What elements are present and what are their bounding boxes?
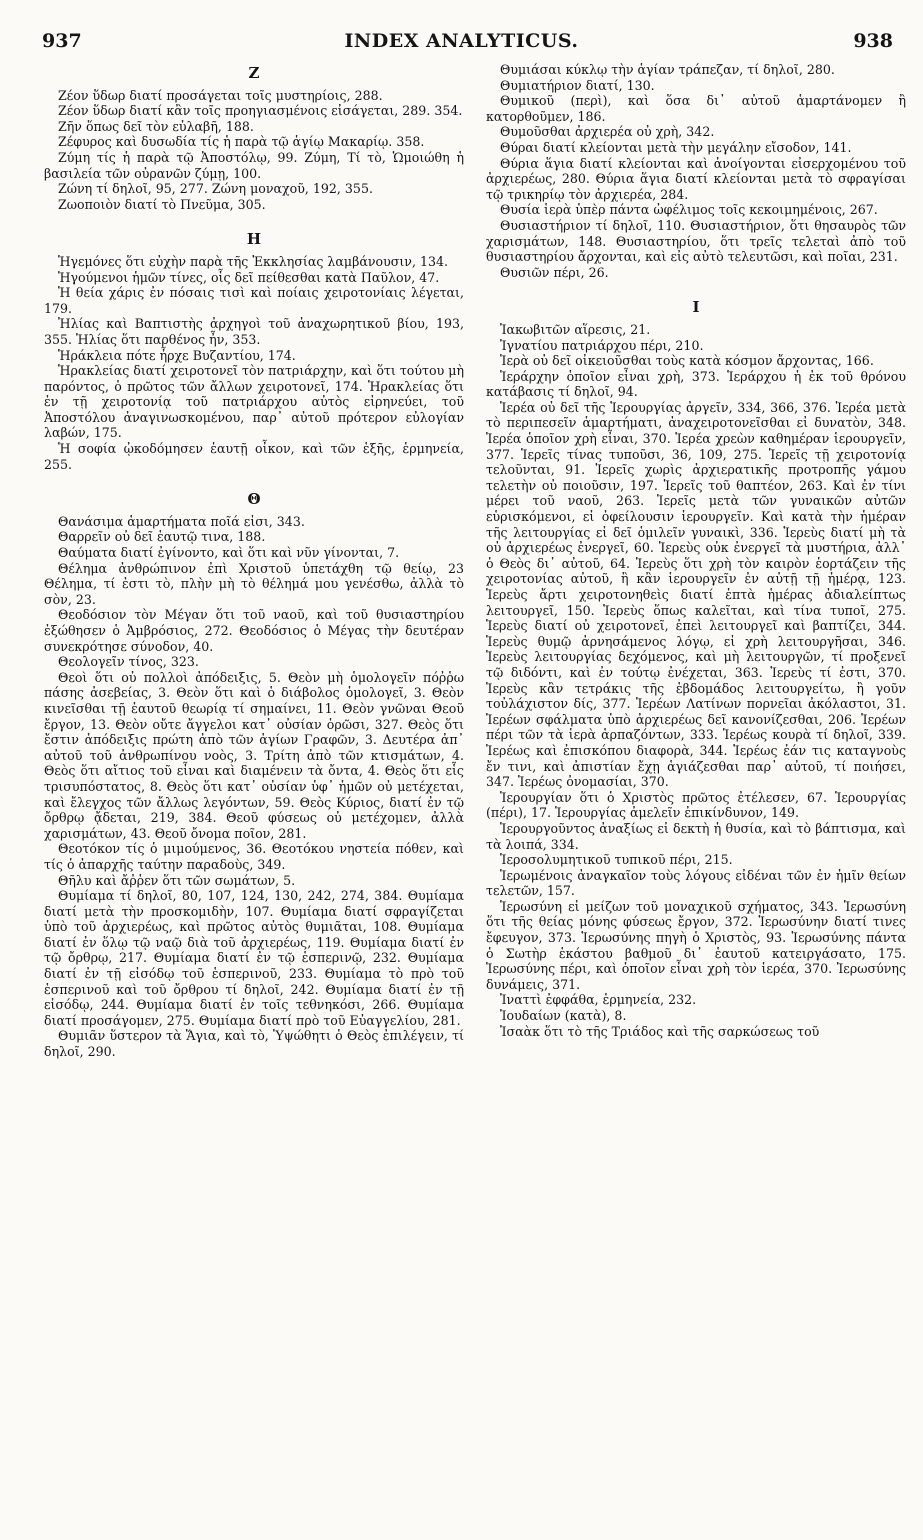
index-entry: Ἡρακλείας διατί χειροτονεῖ τὸν πατριάρχην, καὶ ὅτι τούτου μὴ παρόντος, ὁ πρῶτος τῶν ἄλλων χειροτονεῖ, 174. Ἡρακλείας ὅτι ἐν τῇ χειροτονίᾳ τοῦ πατριάρχου αὐτὸς εἰρηνεύει, τοῦ Ἀποστόλου ἀναγινωσκομένου, παρ᾽ αὐτοῦ πρότερον εὐλογίαν λαβών, 175. [44,363,464,441]
index-entry: Ἡ θεία χάρις ἐν πόσαις τισὶ καὶ ποίαις χειροτονίαις λέγεται, 179. [44,285,464,316]
section-letter-theta: Θ [247,490,261,509]
index-entry: Θεοτόκον τίς ὁ μιμούμενος, 36. Θεοτόκου νηστεία πόθεν, καὶ τίς ὁ ἀπαρχῆς ταύτην παραδοὺς, 349. [44,841,464,872]
left-column [44,62,464,1532]
page-header [0,30,923,56]
index-entry: Ἱεροσολυμητικοῦ τυπικοῦ πέρι, 215. [500,852,733,868]
index-entry: Ἡγεμόνες ὅτι εὐχὴν παρὰ τῆς Ἐκκλησίας λαμβάνουσιν, 134. [58,253,449,269]
index-entry: Θυμιατήριον διατί, 130. [500,77,655,93]
index-entry: Θῆλυ καὶ ἄῤῥεν ὅτι τῶν σωμάτων, 5. [58,872,296,888]
index-entry: Ζώνη τί δηλοῖ, 95, 277. Ζώνη μοναχοῦ, 192, 355. [58,181,373,197]
index-entry: Θυμοῦσθαι ἀρχιερέα οὐ χρὴ, 342. [500,124,715,140]
index-entry: Θεοδόσιον τὸν Μέγαν ὅτι τοῦ ναοῦ, καὶ τοῦ θυσιαστηρίου ἐξώθησεν ὁ Ἀμβρόσιος, 272. Θεοδόσιος ὁ Μέγας τὴν δευτέραν συνεκρότησε σύνοδον, 40. [44,607,464,654]
index-entry: Θύραι διατί κλείονται μετὰ τὴν μεγάλην εἴσοδον, 141. [500,139,852,155]
index-entry: Ἱερωμένοις ἀναγκαῖον τοὺς λόγους εἰδέναι τῶν ἐν ἡμῖν θείων τελετῶν, 157. [486,867,906,899]
index-entry: Θέλημα ἀνθρώπινον ἐπὶ Χριστοῦ ὑπετάχθη τῷ θείῳ, 23 Θέλημα, τί ἐστι τὸ, πλὴν μὴ τὸ θέλημά μου γενέσθω, ἀλλὰ τὸ σὸν, 23. [44,560,464,607]
running-title: INDEX ANALYTICUS. [344,30,579,52]
index-entry: Ἱεράρχην ὁποῖον εἶναι χρὴ, 373. Ἱεράρχου ἡ ἐκ τοῦ θρόνου κατάβασις τί δηλοῖ, 94. [486,368,906,400]
page-number-left: 937 [42,30,82,52]
index-entry: Ἱερουργίαν ὅτι ὁ Χριστὸς πρῶτος ἐτέλεσεν, 67. Ἱερουργίας (πέρι), 17. Ἱερουργίας ἀμελεῖν ἐπικίνδυνον, 149. [486,789,906,821]
index-entry: Θαύματα διατί ἐγίνοντο, καὶ ὅτι καὶ νῦν γίνονται, 7. [58,545,400,561]
index-entry: Θυμιάσαι κύκλῳ τὴν ἁγίαν τράπεζαν, τί δηλοῖ, 280. [500,62,835,77]
index-entry: Ἰγνατίου πατριάρχου πέρι, 210. [500,337,704,353]
index-entry: Θύρια ἅγια διατί κλείονται καὶ ἀνοίγονται εἰσερχομένου τοῦ ἀρχιερέως, 280. Θύρια ἅγια διατί κλείονται μετὰ τὸ σφραγίσαι τῷ τρικηρίῳ τὸν ἀρχιερέα, 284. [486,155,906,202]
index-entry: Ἡράκλεια πότε ἦρχε Βυζαντίου, 174. [58,347,296,363]
index-entry: Ἡγούμενοι ἡμῶν τίνες, οἷς δεῖ πείθεσθαι κατὰ Παῦλον, 47. [58,269,440,285]
index-entry: Ἡ σοφία ᾠκοδόμησεν ἑαυτῇ οἶκον, καὶ τῶν ἑξῆς, ἑρμηνεία, 255. [44,441,464,472]
index-entry: Ζέον ὕδωρ διατί προσάγεται τοῖς μυστηρίοις, 288. [58,87,383,103]
index-entry: Ἱερέα οὐ δεῖ τῆς Ἱερουργίας ἀργεῖν, 334, 366, 376. Ἱερέα μετὰ τὸ περιπεσεῖν ἁμαρτήματι, ἀναχειροτονεῖσθαι εἰ δυνατὸν, 348. Ἱερέα ὁποῖον χρὴ εἶναι, 370. Ἱερέα χρεὼν καθημέραν ἱερουργεῖν, 377. Ἱερεῖς τίνας τυποῦσι, 36, 109, 275. Ἱερεῖς τῇ χειροτονίᾳ τελοῦνται, 91. Ἱερεῖς χωρὶς ἀρχιερατικῆς προτροπῆς γάμου τελετὴν οὐ ποιοῦσιν, 197. Ἱερεῖς τοῦ θαπτέον, 263. Καὶ ἐν τίνι μέρει τοῦ ναοῦ, 263. Ἱερεῖς μετὰ τῶν γυναικῶν αὐτῶν εὑρισκόμενοι, εἰ ὀφείλουσιν ἱερουργεῖν. Καὶ κατὰ τὴν ἡμέραν τῆς λειτουργίας εἰ δεῖ ὁμιλεῖν γυναικὶ, 336. Ἱερεὺς διατί μὴ τὰ οὐ ἀρχιερέως ἐνεργεῖ, 60. Ἱερεὺς οὐκ ἐνεργεῖ τὰ μυστήρια, ἀλλ᾽ ὁ Θεὸς δι᾽ αὐτοῦ, 64. Ἱερεὺς ὅτι χρὴ τὸν καιρὸν ἑορτάζειν τῆς χειροτονίας αὐτοῦ, ἢ κἂν ἱερουργεῖν ἐν αὐτῇ τῇ ἡμέρᾳ, 123. Ἱερεὺς ἄρτι χειροτονηθεὶς διατί ἑπτὰ ἡμέρας ἀδιαλείπτως λειτουργεῖ, 150. Ἱερεὺς ὅπως καλεῖται, καὶ τίνα τυποῖ, 275. Ἱερεὺς διατί οὐ χειροτονεῖ, ἐπεὶ λειτουργεῖ καὶ βαπτίζει, 344. Ἱερεὺς θυμῷ ἀρνησάμενος λόγῳ, εἰ χρὴ λειτουργῆσαι, 346. Ἱερεὺς λειτουργίας δεχόμενος, καὶ μὴ λειτουργῶν, τί προξενεῖ τῷ διδόντι, καὶ ἐν τούτῳ ἐνέχεται, 363. Ἱερεὺς τί ἐστι, 370. Ἱερεὺς κἂν τετράκις τῆς ἑβδομάδος λειτουργείτω, ἢ γοῦν τοὐλάχιστον δίς, 377. Ἱερέων Λατίνων πορνεῖαι ἀκόλαστοι, 31. Ἱερέων σφάλματα ὑπὸ ἀρχιερέως δεῖ κανονίζεσθαι, 206. Ἱερέων πέρι τῶν τὰ ἱερὰ ἁρπαζόντων, 333. Ἱερέως κουρὰ τί δηλοῖ, 339. Ἱερέως καὶ ἐπισκόπου διαφορὰ, 344. Ἱερέως ἐάν τις καταγνοὺς ἔν τινι, καὶ ἀπιστίαν ἔχῃ ἁγιάζεσθαι παρ᾽ αὐτοῦ, τί ποιήσει, 347. Ἱερέως ὀνομασίαι, 370. [486,399,906,790]
index-entry: Θαρρεῖν οὐ δεῖ ἑαυτῷ τινα, 188. [58,529,266,545]
index-entry: Ἠλίας καὶ Βαπτιστὴς ἀρχηγοὶ τοῦ ἀναχωρητικοῦ βίου, 193, 355. Ἠλίας ὅτι παρθένος ἦν, 353. [44,316,464,347]
index-entry: Ζῆν ὅπως δεῖ τὸν εὐλαβῆ, 188. [58,118,254,134]
index-entry: Ζέον ὕδωρ διατί κἂν τοῖς προηγιασμένοις εἰσάγεται, 289. 354. [58,103,463,119]
section-letter-z: Ζ [248,64,260,82]
index-entry: Ζύμη τίς ἡ παρὰ τῷ Ἀποστόλῳ, 99. Ζύμη, Τί τὸ, Ὡμοιώθη ἡ βασιλεία τῶν οὐρανῶν ζύμῃ, 100. [44,149,464,181]
index-entry: Ἰσαὰκ ὅτι τὸ τῆς Τριάδος καὶ τῆς σαρκώσεως τοῦ [500,1023,820,1039]
index-entry: Θυσιαστήριον τί δηλοῖ, 110. Θυσιαστήριον, ὅτι θησαυρὸς τῶν χαρισμάτων, 148. Θυσιαστηρίου, ὅτι τρεῖς τελεταὶ ἀπὸ τοῦ θυσιαστηρίου ἄρχονται, καὶ εἰς αὐτὸ τελευτῶσι, καὶ ποῖαι, 231. [486,217,906,265]
index-entry: Ἱερωσύνη εἰ μείζων τοῦ μοναχικοῦ σχήματος, 343. Ἱερωσύνη ὅτι τῆς θείας μόνης φύσεως ἔργον, 372. Ἱερωσύνην διατί τινες ἔφευγον, 373. Ἱερωσύνης πηγὴ ὁ Χριστὸς, 93. Ἱερωσύνης πάντα ὁ Σωτὴρ ἑκάστου βαθμοῦ δι᾽ ἑαυτοῦ κατειργάσατο, 175. Ἱερωσύνης πέρι, καὶ ὁποῖον εἶναι χρὴ τὸν ἱερέα, 370. Ἱερωσύνης δυνάμεις, 371. [486,898,906,992]
index-entry: Ἱερὰ οὐ δεῖ οἰκειοῦσθαι τοὺς κατὰ κόσμον ἄρχοντας, 166. [500,353,874,369]
index-entry: Ἰακωβιτῶν αἵρεσις, 21. [500,321,651,337]
index-entry: Θυμίαμα τί δηλοῖ, 80, 107, 124, 130, 242, 274, 384. Θυμίαμα διατί μετὰ τὴν προσκομιδὴν, 107. Θυμίαμα διατί σφραγίζεται ὑπὸ τοῦ ἀρχιερέως, καὶ πρῶτος αὐτὸς θυμιᾶται, 108. Θυμίαμα διατί ἐν ὅλῳ τῷ ναῷ διὰ τοῦ ἀρχιερέως, 119. Θυμίαμα διατί ἐν τῷ ὄρθρῳ, 217. Θυμίαμα διατί ἐν τῷ ἑσπερινῷ, 232. Θυμίαμα διατί ἐν τῇ εἰσόδῳ τοῦ ἑσπερινοῦ, 233. Θυμίαμα τὸ πρὸ τοῦ ἑσπερινοῦ καὶ τοῦ ὄρθρου τί δηλοῖ, 242. Θυμίαμα διατί ἐν τῇ εἰσόδῳ, 244. Θυμίαμα διατί ἐν τοῖς τεθνηκόσι, 266. Θυμίαμα διατί προσάγομεν, 275. Θυμίαμα διατί πρὸ τοῦ Εὐαγγελίου, 281. [44,888,464,1028]
index-entry: Ζωοποιὸν διατί τὸ Πνεῦμα, 305. [58,196,266,212]
index-entry: Θυσιῶν πέρι, 26. [500,264,609,280]
right-column [486,62,906,1532]
index-entry: Θεολογεῖν τίνος, 323. [58,654,199,670]
index-entry: Θυμικοῦ (περὶ), καὶ ὅσα δι᾽ αὐτοῦ ἁμαρτάνομεν ἢ κατορθοῦμεν, 186. [486,93,906,124]
section-letter-iota: Ι [692,298,700,317]
index-entry: Θεοὶ ὅτι οὐ πολλοὶ ἀπόδειξις, 5. Θεὸν μὴ ὁμολογεῖν πόῤῥω πάσης ἀσεβείας, 3. Θεὸν ὅτι καὶ ὁ διάβολος ὁμολογεῖ, 3. Θεὸν κινεῖσθαι τῇ ἑαυτοῦ θεωρίᾳ τί σημαίνει, 11. Θεὸν γνῶναι Θεοῦ ἔργον, 13. Θεὸν οὔτε ἄγγελοι κατ᾽ οὐσίαν ὁρῶσι, 327. Θεὸς ὅτι ἔστιν ἀπόδειξις πρώτη ἀπὸ τῶν ἁγίων Γραφῶν, 3. Δευτέρα ἀπ᾽ αὐτοῦ τοῦ ἀνθρωπίνου νοὸς, 3. Τρίτη ἀπὸ τῶν κτισμάτων, 4. Θεὸς ὅτι αἴτιος τοῦ εἶναι καὶ διαμένειν τὰ ὄντα, 4. Θεὸς ὅτι εἷς τρισυπόστατος, 8. Θεὸς ὅτι κατ᾽ οὐσίαν ὑφ᾽ ἡμῶν οὐ μετέχεται, καὶ ἔλεγχος τῶν ἄλλως λεγόντων, 59. Θεὸς Κύριος, διατί ἐν τῷ ὄρθρῳ ᾄδεται, 219, 384. Θεοῦ φύσεως οὐ μετέχομεν, ἀλλὰ χαρισμάτων, 43. Θεοῦ ὄνομα ποῖον, 281. [44,669,464,841]
index-entry: Ἱερουργοῦντος ἀναξίως εἰ δεκτὴ ἡ θυσία, καὶ τὸ βάπτισμα, καὶ τὰ λοιπά, 334. [486,820,906,852]
index-entry: Ἰναττὶ ἐφφάθα, ἑρμηνεία, 232. [500,992,697,1008]
index-entry: Ζέφυρος καὶ δυσωδία τίς ἡ παρὰ τῷ ἁγίῳ Μακαρίῳ. 358. [58,134,425,150]
index-entry: Θυμιᾶν ὕστερον τὰ Ἅγια, καὶ τὸ, Ὑψώθητι ὁ Θεὸς ἐπιλέγειν, τί δηλοῖ, 290. [44,1028,464,1060]
page-number-right: 938 [853,30,893,52]
index-entry: Ἰουδαίων (κατὰ), 8. [500,1008,627,1024]
index-entry: Θυσία ἱερὰ ὑπὲρ πάντα ὠφέλιμος τοῖς κεκοιμημένοις, 267. [500,202,878,218]
index-entry: Θανάσιμα ἁμαρτήματα ποῖά εἰσι, 343. [58,513,305,529]
section-letter-eta: Η [246,230,262,249]
